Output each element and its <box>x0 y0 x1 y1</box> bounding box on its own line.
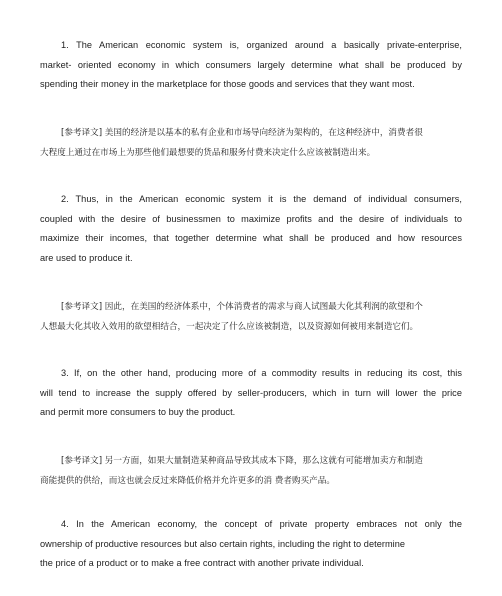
text-line: 大程度上通过在市场上为那些他们最想要的货品和服务付费来决定什么应该被制造出来。 <box>40 147 376 158</box>
text-line: coupled with the desire of businessmen to maximize profits and the desire of individuals to <box>40 213 462 224</box>
text-line: ownership of productive resources but also certain rights, including the right to determine <box>40 538 406 549</box>
text-line: and permit more consumers to buy the product. <box>40 407 236 417</box>
text-line: market- oriented economy in which consumers largely determine what shall be produced by <box>40 59 462 70</box>
paragraph-3-english <box>40 364 462 423</box>
paragraph-4-english <box>40 515 462 574</box>
text-line: will tend to increase the supply offered by seller-producers, which in turn will lower the price <box>40 387 462 398</box>
paragraph-3-translation <box>40 452 462 491</box>
paragraph-1-translation <box>40 124 462 163</box>
text-line: [参考译文] 因此，在美国的经济体系中，个体消费者的需求与商人试图最大化其利润的欲望和个 <box>61 302 423 312</box>
text-line: 商能提供的供给，而这也就会反过来降低价格并允许更多的消 费者购买产品。 <box>40 475 335 486</box>
paragraph-2-translation <box>40 298 462 337</box>
text-line: 1. The American economic system is, organized around a basically private-enterprise, <box>61 40 462 50</box>
paragraph-2-english <box>40 190 462 268</box>
text-line: [参考译文] 另一方面，如果大量制造某种商品导致其成本下降，那么这就有可能增加卖方和制造 <box>61 456 423 466</box>
text-line: spending their money in the marketplace for those goods and services that they want most. <box>40 79 415 89</box>
paragraph-1-english <box>40 36 462 95</box>
text-line: are used to produce it. <box>40 252 133 263</box>
text-line: 4. In the American economy, the concept of private property embraces not only the <box>61 519 462 529</box>
text-line: maximize their incomes, that together determine what shall be produced and how resources <box>40 233 462 243</box>
text-line: the price of a product or to make a free contract with another private individual. <box>40 558 364 568</box>
text-line: 3. If, on the other hand, producing more of a commodity results in reducing its cost, this <box>61 368 462 378</box>
text-line: [参考译文] 美国的经济是以基本的私有企业和市场导向经济为架构的，在这种经济中，消费者很 <box>61 128 423 138</box>
text-line: 人想最大化其收入效用的欲望相结合，一起决定了什么应该被制造，以及资源如何被用来制造它们。 <box>40 321 419 332</box>
text-line: 2. Thus, in the American economic system it is the demand of individual consumers, <box>61 194 462 204</box>
